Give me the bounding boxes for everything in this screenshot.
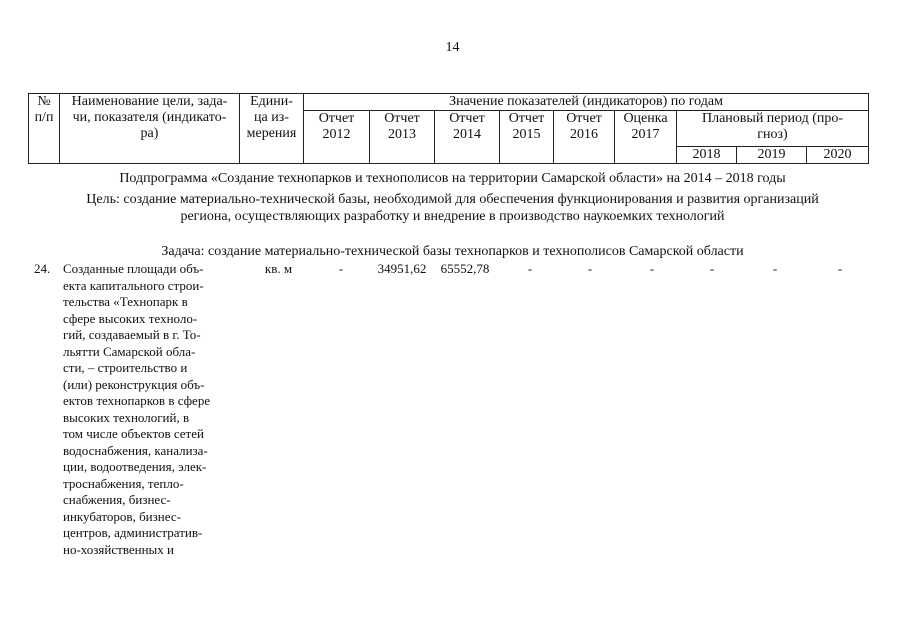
row-value-2018: - bbox=[709, 261, 715, 276]
row-value-2012: - bbox=[338, 261, 344, 276]
task-text: Задача: создание материально-технической базы технопарков и технополисов Самарской области bbox=[161, 244, 744, 259]
header-plan-year: 2019 bbox=[737, 147, 807, 164]
row-value-2020: - bbox=[837, 261, 843, 276]
header-year-col: Отчет 2013 bbox=[370, 111, 435, 164]
row-value-2019: - bbox=[772, 261, 778, 276]
header-plan-year: 2020 bbox=[807, 147, 869, 164]
header-plan-year: 2018 bbox=[677, 147, 737, 164]
header-year-col: Отчет 2016 bbox=[554, 111, 615, 164]
header-year-col: Отчет 2012 bbox=[304, 111, 370, 164]
header-values-title: Значение показателей (индикаторов) по годам bbox=[304, 94, 869, 111]
row-value-2017: - bbox=[649, 261, 655, 276]
header-year-col: Отчет 2015 bbox=[500, 111, 554, 164]
header-year-col: Отчет 2014 bbox=[435, 111, 500, 164]
row-value-2015: - bbox=[527, 261, 533, 276]
header-unit: Едини- ца из- мерения bbox=[240, 94, 304, 164]
indicator-table-header bbox=[28, 93, 869, 164]
row-value-2016: - bbox=[587, 261, 593, 276]
header-plan-period: Плановый период (про- гноз) bbox=[677, 111, 869, 147]
row-unit: кв. м bbox=[264, 261, 293, 276]
subprogram-title: Подпрограмма «Создание технопарков и технополисов на территории Самарской области» на 2014 – 2018 годы bbox=[119, 171, 786, 186]
page-number: 14 bbox=[445, 40, 460, 55]
header-name: Наименование цели, зада- чи, показателя (индикато- ра) bbox=[60, 94, 240, 164]
header-year-col: Оценка 2017 bbox=[615, 111, 677, 164]
row-value-2014: 65552,78 bbox=[440, 261, 490, 276]
goal-text: Цель: создание материально-технической базы, необходимой для обеспечения функционирования и развития организаций региона, осуществляющих разработку и внедрение в производство наукоемких технологий bbox=[86, 192, 819, 224]
row-number: 24. bbox=[34, 261, 51, 276]
row-indicator-name: Созданные площади объ- екта капитального строи- тельства «Технопарк в сфере высоких техноло- гий, создаваемый в г. То- льятти Самарской обла- сти, – строительство и (или) реконструкция объ- ектов технопарков в сфере высоких технологий, в том числе объектов сетей водоснабжения, канализа- ции, водоотведения, элек- троснабжения, тепло- снабжения, бизнес- инкубаторов, бизнес- центров, административ- но-хозяйственных и bbox=[63, 261, 211, 557]
row-value-2013: 34951,62 bbox=[377, 261, 427, 276]
header-num: № п/п bbox=[29, 94, 60, 164]
